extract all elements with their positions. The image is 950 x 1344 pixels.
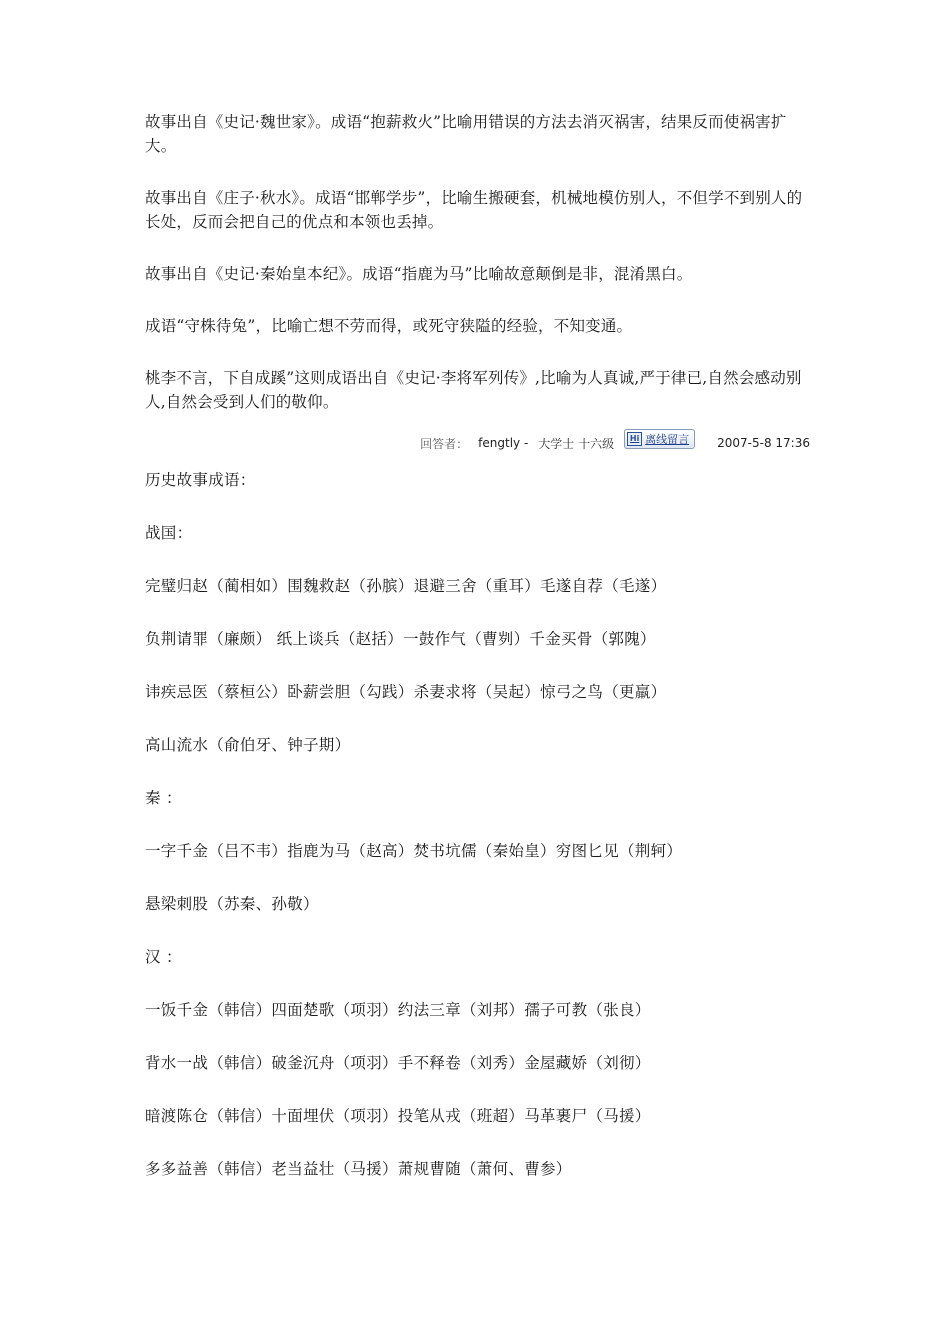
offline-message-label: 离线留言 (645, 433, 690, 446)
paragraph-han-dan-xue-bu: 故事出自《庄子·秋水》。成语“邯郸学步”，比喻生搬硬套，机械地模仿别人，不但学不到别人的长处，反而会把自己的优点和本领也丢掉。 (145, 189, 803, 231)
era-heading-han: 汉 ： (145, 948, 182, 966)
idiom-line: 背水一战（韩信）破釜沉舟（项羽）手不释卷（刘秀）金屋藏娇（刘彻） (145, 1054, 651, 1072)
answerer-username[interactable]: fengtly - (478, 436, 529, 450)
idiom-line: 悬梁刺股（苏秦、孙敬） (145, 895, 319, 913)
era-heading-zhanguo: 战国： (145, 524, 193, 542)
idiom-line: 暗渡陈仓（韩信）十面埋伏（项羽）投笔从戎（班超）马革裹尸（马援） (145, 1107, 651, 1125)
answer-date: 2007-5-8 17:36 (717, 436, 810, 450)
answer-meta (145, 430, 810, 456)
paragraph-bao-xin-jiu-huo: 故事出自《史记·魏世家》。成语“抱薪救火”比喻用错误的方法去消灭祸害，结果反而使祸害扩大。 (145, 113, 787, 155)
idiom-line: 讳疾忌医（蔡桓公）卧薪尝胆（勾践）杀妻求将（吴起）惊弓之鸟（更羸） (145, 683, 667, 701)
answerer-label: 回答者： (420, 436, 469, 451)
idiom-line: 一饭千金（韩信）四面楚歌（项羽）约法三章（刘邦）孺子可教（张良） (145, 1001, 651, 1019)
hi-message-icon: Hi (627, 432, 642, 446)
list-heading: 历史故事成语： (145, 471, 256, 489)
era-heading-qin: 秦 ： (145, 789, 182, 807)
idiom-line: 完璧归赵（蔺相如）围魏救赵（孙膑）退避三舍（重耳）毛遂自荐（毛遂） (145, 577, 667, 595)
paragraph-zhi-lu-wei-ma: 故事出自《史记·秦始皇本纪》。成语“指鹿为马”比喻故意颠倒是非，混淆黑白。 (145, 265, 693, 283)
offline-message-button[interactable] (624, 429, 695, 449)
idiom-line: 负荆请罪（廉颇） 纸上谈兵（赵括）一鼓作气（曹刿）千金买骨（郭隗） (145, 630, 656, 648)
idiom-line: 多多益善（韩信）老当益壮（马援）萧规曹随（萧何、曹参） (145, 1160, 572, 1178)
paragraph-shou-zhu-dai-tu: 成语“守株待兔”，比喻亡想不劳而得，或死守狭隘的经验，不知变通。 (145, 317, 633, 335)
answerer-rank: 大学士 十六级 (538, 436, 615, 451)
document-page (145, 110, 810, 1210)
idiom-line: 高山流水（俞伯牙、钟子期） (145, 736, 351, 754)
paragraph-tao-li-bu-yan: 桃李不言，下自成蹊”这则成语出自《史记·李将军列传》,比喻为人真诚,严于律已,自然会感动别人,自然会受到人们的敬仰。 (145, 369, 802, 411)
idiom-line: 一字千金（吕不韦）指鹿为马（赵高）焚书坑儒（秦始皇）穷图匕见（荆轲） (145, 842, 683, 860)
